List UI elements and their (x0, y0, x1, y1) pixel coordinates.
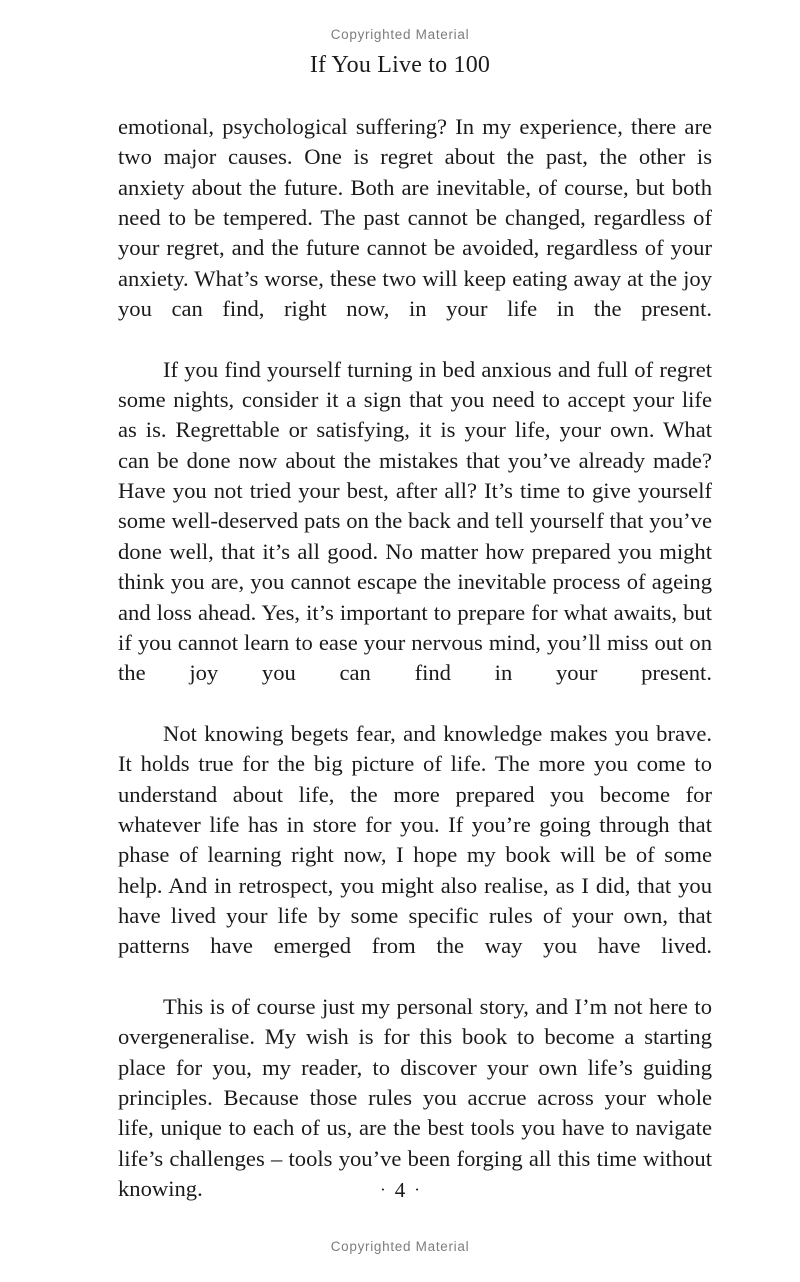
body-paragraph: This is of course just my personal story, and I’m not here to overgeneralise. My wish is for this book to become a starting place for you, my reader, to discover your own life’s guiding principles. Because those rules you accrue across your whole life, unique to each of us, are the best tools you have to navigate life’s challenges – tools you’ve been forging all this time without knowing. (118, 993, 712, 1202)
folio-ornament-left-icon: · (380, 1180, 386, 1199)
folio-ornament-right-icon: · (414, 1180, 420, 1199)
body-paragraph: emotional, psychological suffering? In my experience, there are two major causes. One is regret about the past, the other is anxiety about the future. Both are inevitable, of course, but both need to be tempered. The past cannot be changed, regardless of your regret, and the future cannot be avoided, regardless of your anxiety. What’s worse, these two will keep eating away at the joy you can find, right now, in your life in the present. (118, 114, 712, 322)
folio-page-number: 4 (394, 1178, 406, 1202)
copyright-watermark-bottom: Copyrighted Material (330, 1239, 470, 1254)
running-head-title: If You Live to 100 (309, 52, 491, 78)
body-paragraph: Not knowing begets fear, and knowledge makes you brave. It holds true for the big picture of life. The more you come to understand about life, the more prepared you become for whatever life has in store for you. If you’re going through that phase of learning right now, I hope my book will be of some help. And in retrospect, you might also realise, as I did, that you have lived your life by some specific rules of your own, that patterns have emerged from the way you have lived. (118, 720, 712, 959)
body-text-column (118, 112, 712, 1235)
body-paragraph: If you find yourself turning in bed anxious and full of regret some nights, consider it a sign that you need to accept your life as is. Regrettable or satisfying, it is your life, your own. What can be done now about the mistakes that you’ve already made? Have you not tried your best, after all? It’s time to give yourself some well-deserved pats on the back and tell yourself that you’ve done well, that it’s all good. No matter how prepared you might think you are, you cannot escape the inevitable process of ageing and loss ahead. Yes, it’s important to prepare for what awaits, but if you cannot learn to ease your nervous mind, you’ll miss out on the joy you can find in your present. (118, 356, 712, 686)
page-folio (0, 1178, 800, 1203)
copyright-watermark-top: Copyrighted Material (330, 27, 470, 42)
